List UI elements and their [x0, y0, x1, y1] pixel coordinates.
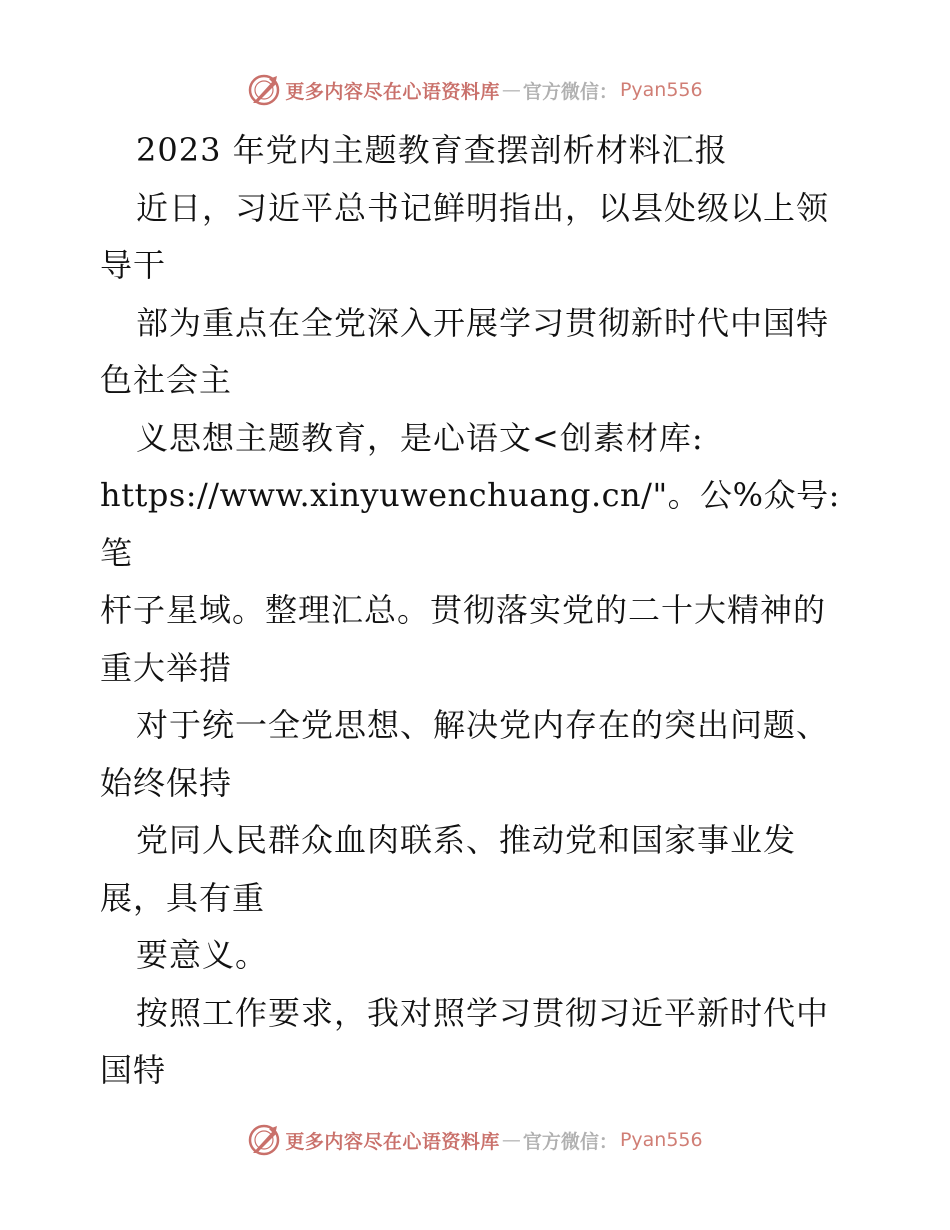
quill-logo-icon: [247, 73, 281, 107]
body-line: 色社会主: [100, 361, 233, 399]
body-line: https://www.xinyuwenchuang.cn/"。公%众号: 笔: [100, 476, 840, 572]
quill-logo-icon: [247, 1123, 281, 1157]
body-line: 部为重点在全党深入开展学习贯彻新时代中国特: [136, 303, 830, 342]
body-line: 展，具有重: [100, 878, 266, 917]
body-line: 按照工作要求，我对照学习贯彻习近平新时代中: [136, 993, 830, 1032]
body-line: 义思想主题教育，是心语文<创素材库:: [136, 418, 704, 457]
watermark-footer: [0, 1120, 950, 1160]
body-line: 对于统一全党思想、解决党内存在的突出问题、: [136, 706, 830, 744]
body-line: 党同人民群众血肉联系、推动党和国家事业发: [136, 821, 797, 859]
watermark-wechat-id: Pyan556: [619, 79, 703, 101]
watermark-main-text: 更多内容尽在心语资料库: [285, 80, 500, 103]
document-body: [100, 122, 852, 1100]
watermark-header: [0, 70, 950, 110]
document-title: 2023 年党内主题教育查摆剖析材料汇报: [136, 131, 728, 169]
body-line: 重大举措: [100, 648, 233, 687]
body-line: 杆子星域。整理汇总。贯彻落实党的二十大精神的: [100, 591, 827, 629]
body-line: 导干: [100, 246, 167, 284]
watermark-dash: —: [501, 79, 521, 101]
watermark-sub-text: 官方微信：: [522, 1130, 618, 1153]
watermark-dash: —: [501, 1129, 521, 1151]
body-line: 要意义。: [136, 936, 269, 974]
body-line: 始终保持: [100, 763, 233, 802]
watermark-wechat-id: Pyan556: [619, 1129, 703, 1151]
body-line: 近日，习近平总书记鲜明指出，以县处级以上领: [136, 188, 830, 227]
body-line: 国特: [100, 1051, 167, 1089]
watermark-main-text: 更多内容尽在心语资料库: [285, 1130, 500, 1153]
watermark-sub-text: 官方微信：: [522, 80, 618, 103]
